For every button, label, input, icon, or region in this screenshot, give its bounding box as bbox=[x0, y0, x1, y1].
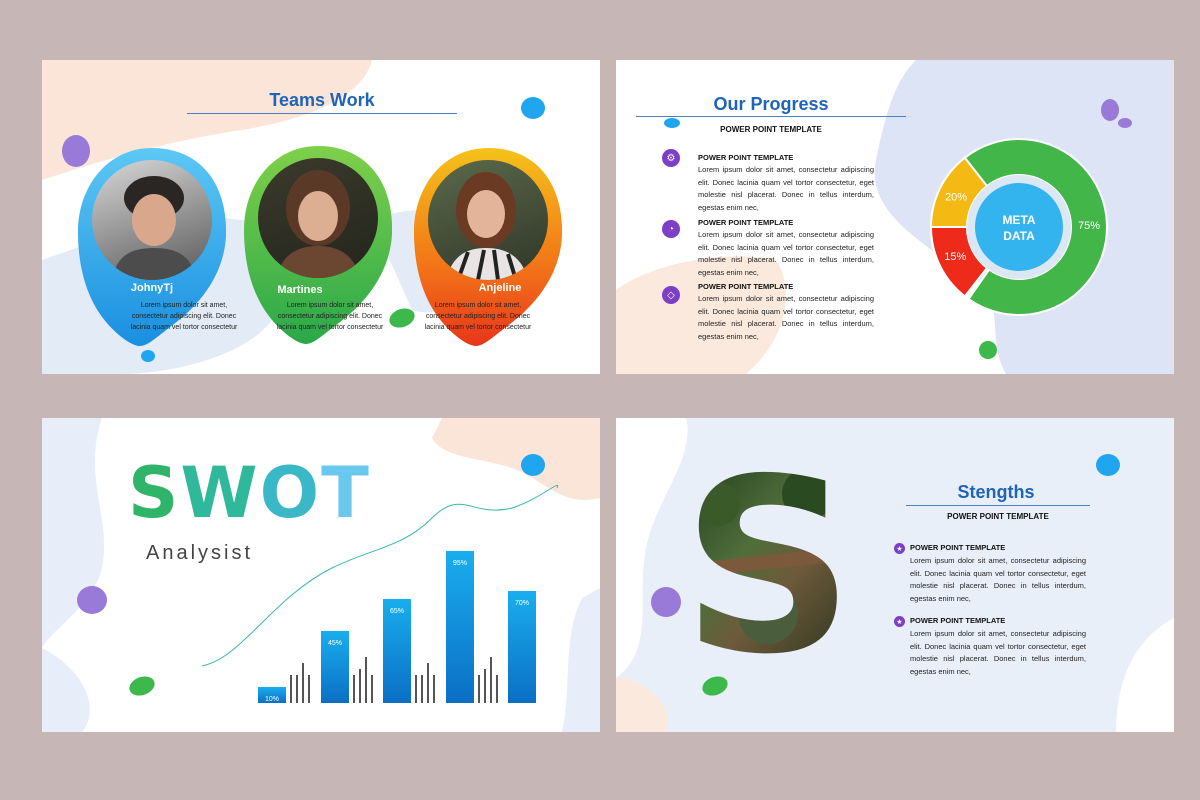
item-title: POWER POINT TEMPLATE bbox=[698, 218, 794, 227]
donut-label: 20% bbox=[945, 191, 968, 204]
decorative-tick bbox=[302, 663, 304, 703]
person-silhouette bbox=[92, 160, 212, 280]
slide-title: Stengths bbox=[957, 482, 1035, 502]
bar-label: 45% bbox=[327, 640, 343, 647]
member-name: JohnyTj bbox=[130, 282, 174, 294]
star-icon: ★ bbox=[894, 543, 905, 554]
member-description: Lorem ipsum dolor sit amet, consectetur adipiscing elit. Donec lacinia quam vel tortor consectetur bbox=[130, 302, 238, 331]
decorative-tick bbox=[359, 669, 361, 703]
diamond-icon: ◇ bbox=[662, 286, 680, 304]
item-body: Lorem ipsum dolor sit amet, consectetur adipiscing elit. Donec lacinia quam vel tortor consectetur, eget molestie nisl placerat. Donec in tellus interdum, egestas enim nec, bbox=[698, 294, 874, 341]
member-description: Lorem ipsum dolor sit amet, consectetur adipiscing elit. Donec lacinia quam vel tortor consectetur bbox=[276, 302, 384, 331]
decorative-tick bbox=[421, 675, 423, 703]
slide-teams-work[interactable] bbox=[42, 60, 600, 374]
member-name: Anjeline bbox=[478, 282, 522, 294]
gears-icon: ⚙ bbox=[662, 149, 680, 167]
title-underline bbox=[906, 505, 1090, 506]
bar-label: 95% bbox=[452, 560, 468, 567]
item-body: Lorem ipsum dolor sit amet, consectetur adipiscing elit. Donec lacinia quam vel tortor consectetur, eget molestie nisl placerat. Donec in tellus interdum, egestas enim nec, bbox=[910, 556, 1086, 603]
title-underline bbox=[187, 113, 457, 114]
person-silhouette bbox=[428, 160, 548, 280]
chart-icon: ◔ bbox=[662, 220, 680, 238]
member-photo bbox=[258, 158, 378, 278]
donut-center-label-2: DATA bbox=[1003, 229, 1035, 243]
member-name: Martines bbox=[277, 284, 323, 296]
bar-label: 65% bbox=[389, 608, 405, 615]
decorative-tick bbox=[353, 675, 355, 703]
blue-pebble bbox=[520, 95, 550, 125]
forest-s-letter bbox=[678, 464, 858, 664]
person-silhouette bbox=[258, 158, 378, 278]
swot-letter-o: O bbox=[259, 452, 322, 534]
bar-chart bbox=[42, 418, 600, 732]
purple-pebbles bbox=[1096, 96, 1136, 132]
decorative-tick bbox=[308, 675, 310, 703]
item-body: Lorem ipsum dolor sit amet, consectetur adipiscing elit. Donec lacinia quam vel tortor consectetur, eget molestie nisl placerat. Donec in tellus interdum, egestas enim nec, bbox=[698, 165, 874, 212]
decorative-tick bbox=[478, 675, 480, 703]
swot-subtitle: Analysist bbox=[146, 542, 254, 564]
donut-chart bbox=[924, 132, 1114, 322]
swot-letter-w: W bbox=[180, 452, 260, 534]
blue-pebble-small bbox=[138, 346, 158, 366]
bar-label: 70% bbox=[514, 600, 530, 607]
slide-title: Teams Work bbox=[269, 90, 375, 110]
star-icon: ★ bbox=[894, 616, 905, 627]
slide-our-progress[interactable] bbox=[616, 60, 1174, 374]
donut-center-label-1: META bbox=[1002, 213, 1036, 227]
bar-95pct bbox=[446, 551, 474, 703]
slide-title: Our Progress bbox=[713, 94, 829, 114]
decorative-tick bbox=[496, 675, 498, 703]
item-title: POWER POINT TEMPLATE bbox=[698, 282, 794, 291]
slide-strengths[interactable] bbox=[616, 418, 1174, 732]
item-body: Lorem ipsum dolor sit amet, consectetur adipiscing elit. Donec lacinia quam vel tortor consectetur, eget molestie nisl placerat. Donec in tellus interdum, egestas enim nec, bbox=[698, 230, 874, 277]
swot-letter-s: S bbox=[128, 452, 181, 534]
bar-70pct bbox=[508, 591, 536, 703]
donut-center bbox=[975, 183, 1063, 271]
decorative-tick bbox=[433, 675, 435, 703]
decorative-tick bbox=[296, 675, 298, 703]
item-title: POWER POINT TEMPLATE bbox=[910, 616, 1006, 625]
bar-label: 10% bbox=[264, 696, 280, 703]
member-photo bbox=[92, 160, 212, 280]
trend-line bbox=[202, 485, 558, 666]
decorative-tick bbox=[371, 675, 373, 703]
decorative-tick bbox=[365, 657, 367, 703]
slide-subtitle: POWER POINT TEMPLATE bbox=[720, 125, 822, 134]
member-description: Lorem ipsum dolor sit amet, consectetur adipiscing elit. Donec lacinia quam vel tortor consectetur bbox=[424, 302, 532, 331]
decorative-tick bbox=[484, 669, 486, 703]
blue-pebble-small bbox=[662, 116, 682, 130]
blue-pebble bbox=[1094, 452, 1124, 480]
swot-letter-t: T bbox=[321, 452, 371, 534]
green-pebble bbox=[700, 674, 730, 698]
slide-subtitle: POWER POINT TEMPLATE bbox=[947, 512, 1049, 521]
decorative-tick bbox=[415, 675, 417, 703]
item-title: POWER POINT TEMPLATE bbox=[698, 153, 794, 162]
decorative-tick bbox=[490, 657, 492, 703]
member-photo bbox=[428, 160, 548, 280]
decorative-tick bbox=[290, 675, 292, 703]
donut-label: 15% bbox=[944, 251, 967, 264]
decorative-tick bbox=[427, 663, 429, 703]
item-title: POWER POINT TEMPLATE bbox=[910, 543, 1006, 552]
item-body: Lorem ipsum dolor sit amet, consectetur adipiscing elit. Donec lacinia quam vel tortor consectetur, eget molestie nisl placerat. Donec in tellus interdum, egestas enim nec, bbox=[910, 629, 1086, 676]
donut-label: 75% bbox=[1077, 220, 1100, 233]
slide-swot[interactable] bbox=[42, 418, 600, 732]
green-pebble bbox=[976, 338, 1002, 362]
